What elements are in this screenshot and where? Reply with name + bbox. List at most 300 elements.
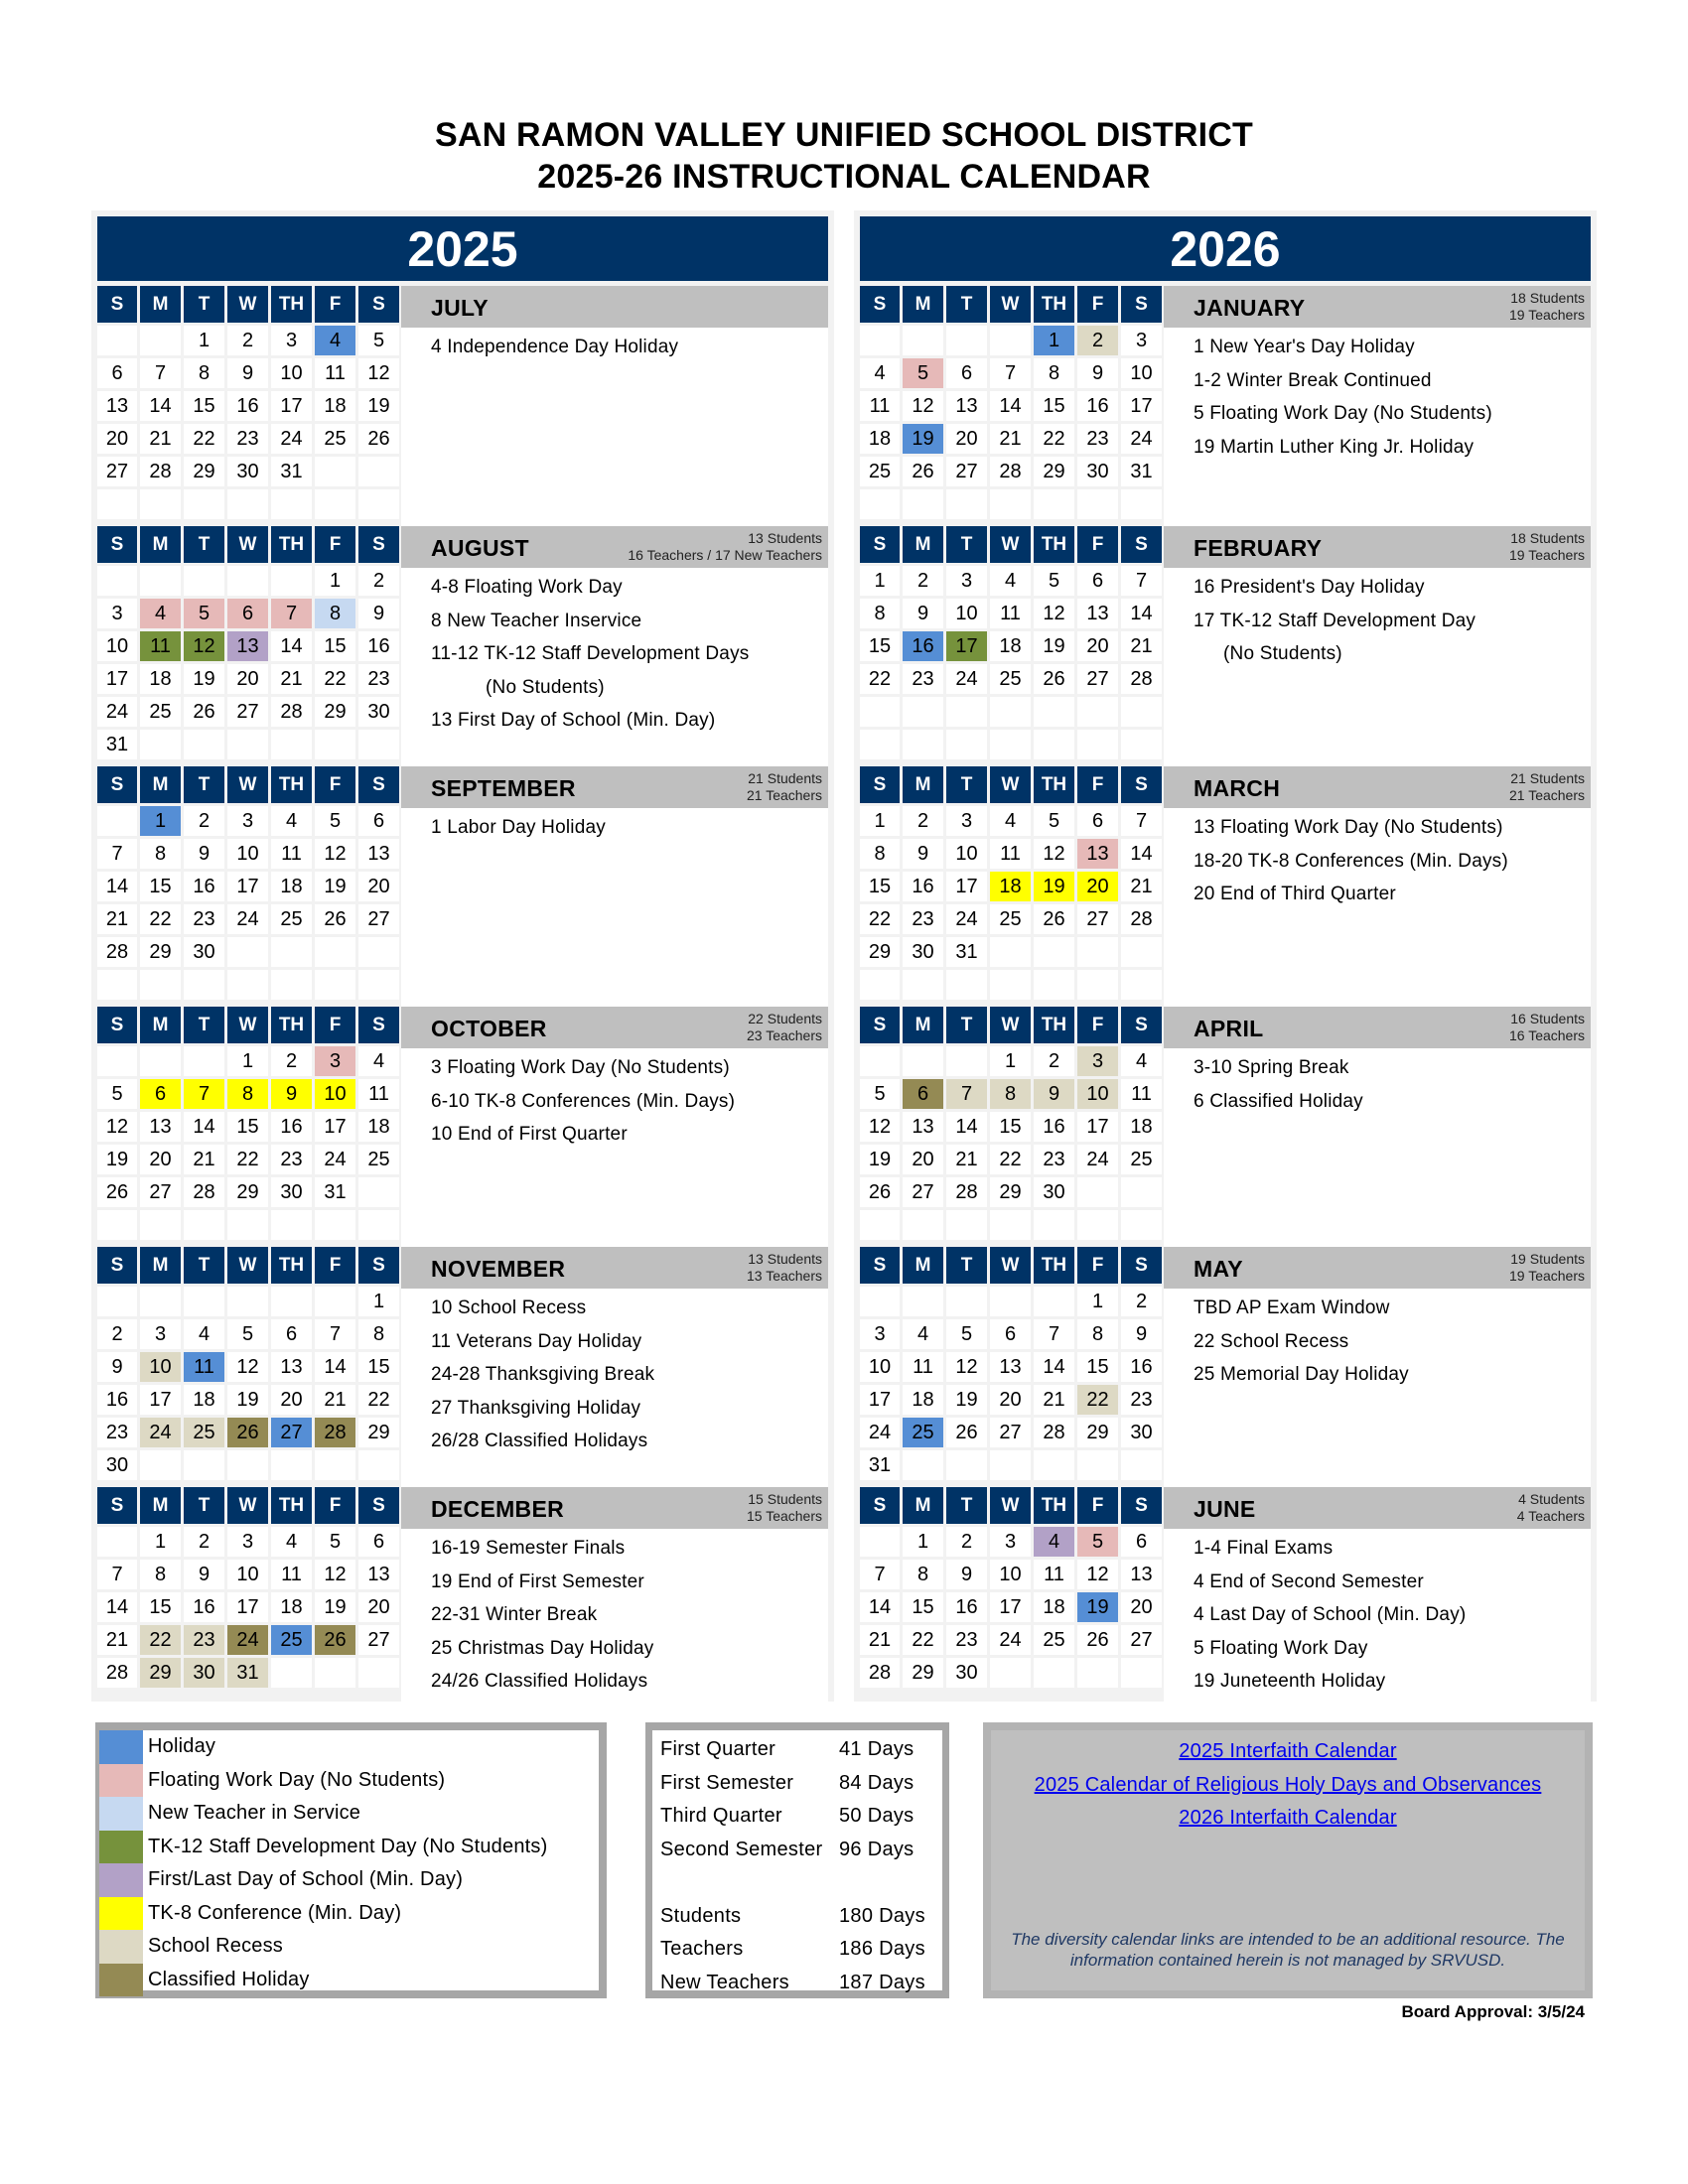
day-cell[interactable]: 24 [1077, 1145, 1118, 1174]
day-cell[interactable]: 25 [990, 904, 1031, 934]
day-cell[interactable]: 11 [315, 358, 355, 388]
day-cell[interactable]: 17 [860, 1385, 900, 1415]
day-cell[interactable]: 31 [227, 1658, 268, 1688]
day-cell[interactable]: 27 [1077, 904, 1118, 934]
day-cell[interactable]: 19 [946, 1385, 987, 1415]
day-cell[interactable]: 7 [140, 358, 181, 388]
day-cell[interactable]: 26 [860, 1177, 900, 1207]
day-cell[interactable]: 28 [97, 937, 137, 967]
day-cell[interactable]: 21 [1034, 1385, 1074, 1415]
day-cell[interactable]: 10 [140, 1352, 181, 1382]
day-cell[interactable]: 9 [358, 599, 399, 628]
link-2025-interfaith-calendar[interactable]: 2025 Interfaith Calendar [1179, 1740, 1397, 1762]
day-cell[interactable]: 9 [1034, 1079, 1074, 1109]
day-cell[interactable]: 16 [97, 1385, 137, 1415]
link-2025-religious-holy-days[interactable]: 2025 Calendar of Religious Holy Days and Observances [1034, 1773, 1542, 1796]
day-cell[interactable]: 25 [1034, 1625, 1074, 1655]
day-cell[interactable]: 26 [315, 1625, 355, 1655]
day-cell[interactable]: 29 [184, 457, 224, 486]
day-cell[interactable]: 26 [358, 424, 399, 454]
day-cell[interactable]: 23 [903, 664, 943, 694]
day-cell[interactable]: 21 [140, 424, 181, 454]
day-cell[interactable]: 23 [184, 1625, 224, 1655]
day-cell[interactable]: 11 [990, 839, 1031, 869]
day-cell[interactable]: 7 [271, 599, 312, 628]
day-cell[interactable]: 13 [946, 391, 987, 421]
day-cell[interactable]: 20 [990, 1385, 1031, 1415]
day-cell[interactable]: 4 [903, 1319, 943, 1349]
day-cell[interactable]: 27 [903, 1177, 943, 1207]
day-cell[interactable]: 16 [903, 631, 943, 661]
day-cell[interactable]: 8 [140, 839, 181, 869]
day-cell[interactable]: 25 [903, 1418, 943, 1447]
day-cell[interactable]: 21 [1121, 872, 1162, 901]
day-cell[interactable]: 12 [227, 1352, 268, 1382]
day-cell[interactable]: 2 [97, 1319, 137, 1349]
day-cell[interactable]: 19 [1077, 1592, 1118, 1622]
day-cell[interactable]: 29 [358, 1418, 399, 1447]
day-cell[interactable]: 20 [140, 1145, 181, 1174]
day-cell[interactable]: 7 [315, 1319, 355, 1349]
day-cell[interactable]: 14 [860, 1592, 900, 1622]
day-cell[interactable]: 20 [1077, 872, 1118, 901]
day-cell[interactable]: 9 [184, 1560, 224, 1589]
day-cell[interactable]: 12 [1077, 1560, 1118, 1589]
day-cell[interactable]: 2 [358, 566, 399, 596]
day-cell[interactable]: 8 [315, 599, 355, 628]
day-cell[interactable]: 23 [1121, 1385, 1162, 1415]
day-cell[interactable]: 4 [358, 1046, 399, 1076]
day-cell[interactable]: 21 [315, 1385, 355, 1415]
day-cell[interactable]: 24 [271, 424, 312, 454]
day-cell[interactable]: 6 [140, 1079, 181, 1109]
day-cell[interactable]: 24 [990, 1625, 1031, 1655]
day-cell[interactable]: 20 [1121, 1592, 1162, 1622]
day-cell[interactable]: 20 [1077, 631, 1118, 661]
day-cell[interactable]: 14 [1121, 839, 1162, 869]
day-cell[interactable]: 22 [1034, 424, 1074, 454]
day-cell[interactable]: 13 [1077, 839, 1118, 869]
day-cell[interactable]: 19 [1034, 631, 1074, 661]
day-cell[interactable]: 17 [227, 1592, 268, 1622]
day-cell[interactable]: 12 [1034, 839, 1074, 869]
day-cell[interactable]: 8 [140, 1560, 181, 1589]
day-cell[interactable]: 4 [1034, 1527, 1074, 1557]
day-cell[interactable]: 5 [315, 1527, 355, 1557]
day-cell[interactable]: 14 [990, 391, 1031, 421]
day-cell[interactable]: 16 [903, 872, 943, 901]
day-cell[interactable]: 17 [315, 1112, 355, 1142]
day-cell[interactable]: 9 [1077, 358, 1118, 388]
day-cell[interactable]: 3 [271, 326, 312, 355]
day-cell[interactable]: 20 [97, 424, 137, 454]
day-cell[interactable]: 7 [990, 358, 1031, 388]
day-cell[interactable]: 6 [946, 358, 987, 388]
day-cell[interactable]: 30 [1034, 1177, 1074, 1207]
day-cell[interactable]: 16 [227, 391, 268, 421]
day-cell[interactable]: 30 [97, 1450, 137, 1480]
day-cell[interactable]: 29 [315, 697, 355, 727]
day-cell[interactable]: 17 [946, 872, 987, 901]
day-cell[interactable]: 14 [140, 391, 181, 421]
day-cell[interactable]: 15 [227, 1112, 268, 1142]
day-cell[interactable]: 3 [990, 1527, 1031, 1557]
day-cell[interactable]: 1 [140, 806, 181, 836]
day-cell[interactable]: 14 [946, 1112, 987, 1142]
day-cell[interactable]: 11 [860, 391, 900, 421]
day-cell[interactable]: 6 [271, 1319, 312, 1349]
day-cell[interactable]: 4 [860, 358, 900, 388]
day-cell[interactable]: 24 [140, 1418, 181, 1447]
day-cell[interactable]: 23 [903, 904, 943, 934]
day-cell[interactable]: 22 [315, 664, 355, 694]
day-cell[interactable]: 1 [860, 806, 900, 836]
day-cell[interactable]: 10 [946, 839, 987, 869]
day-cell[interactable]: 10 [97, 631, 137, 661]
day-cell[interactable]: 19 [315, 1592, 355, 1622]
day-cell[interactable]: 9 [227, 358, 268, 388]
day-cell[interactable]: 7 [97, 1560, 137, 1589]
day-cell[interactable]: 12 [315, 839, 355, 869]
day-cell[interactable]: 12 [358, 358, 399, 388]
day-cell[interactable]: 18 [903, 1385, 943, 1415]
day-cell[interactable]: 18 [1034, 1592, 1074, 1622]
day-cell[interactable]: 26 [946, 1418, 987, 1447]
day-cell[interactable]: 1 [227, 1046, 268, 1076]
day-cell[interactable]: 21 [184, 1145, 224, 1174]
day-cell[interactable]: 27 [946, 457, 987, 486]
day-cell[interactable]: 14 [271, 631, 312, 661]
day-cell[interactable]: 20 [946, 424, 987, 454]
day-cell[interactable]: 12 [946, 1352, 987, 1382]
day-cell[interactable]: 22 [860, 904, 900, 934]
day-cell[interactable]: 3 [227, 1527, 268, 1557]
day-cell[interactable]: 9 [1121, 1319, 1162, 1349]
day-cell[interactable]: 13 [227, 631, 268, 661]
day-cell[interactable]: 31 [946, 937, 987, 967]
day-cell[interactable]: 7 [1121, 566, 1162, 596]
day-cell[interactable]: 11 [271, 839, 312, 869]
day-cell[interactable]: 12 [1034, 599, 1074, 628]
day-cell[interactable]: 6 [227, 599, 268, 628]
day-cell[interactable]: 30 [271, 1177, 312, 1207]
day-cell[interactable]: 4 [271, 1527, 312, 1557]
day-cell[interactable]: 28 [1121, 664, 1162, 694]
day-cell[interactable]: 28 [860, 1658, 900, 1688]
day-cell[interactable]: 5 [946, 1319, 987, 1349]
day-cell[interactable]: 10 [946, 599, 987, 628]
day-cell[interactable]: 2 [903, 806, 943, 836]
day-cell[interactable]: 24 [315, 1145, 355, 1174]
day-cell[interactable]: 3 [1121, 326, 1162, 355]
day-cell[interactable]: 25 [271, 1625, 312, 1655]
day-cell[interactable]: 22 [358, 1385, 399, 1415]
day-cell[interactable]: 21 [97, 904, 137, 934]
day-cell[interactable]: 16 [1121, 1352, 1162, 1382]
day-cell[interactable]: 22 [184, 424, 224, 454]
day-cell[interactable]: 23 [1034, 1145, 1074, 1174]
day-cell[interactable]: 18 [140, 664, 181, 694]
day-cell[interactable]: 2 [1077, 326, 1118, 355]
day-cell[interactable]: 15 [140, 872, 181, 901]
day-cell[interactable]: 8 [184, 358, 224, 388]
day-cell[interactable]: 6 [1077, 806, 1118, 836]
day-cell[interactable]: 31 [271, 457, 312, 486]
day-cell[interactable]: 23 [97, 1418, 137, 1447]
day-cell[interactable]: 18 [358, 1112, 399, 1142]
day-cell[interactable]: 4 [184, 1319, 224, 1349]
day-cell[interactable]: 10 [1077, 1079, 1118, 1109]
day-cell[interactable]: 20 [358, 1592, 399, 1622]
day-cell[interactable]: 5 [184, 599, 224, 628]
day-cell[interactable]: 6 [97, 358, 137, 388]
day-cell[interactable]: 10 [990, 1560, 1031, 1589]
day-cell[interactable]: 2 [1121, 1287, 1162, 1316]
day-cell[interactable]: 15 [903, 1592, 943, 1622]
day-cell[interactable]: 6 [358, 1527, 399, 1557]
day-cell[interactable]: 4 [271, 806, 312, 836]
day-cell[interactable]: 7 [1121, 806, 1162, 836]
day-cell[interactable]: 22 [140, 904, 181, 934]
day-cell[interactable]: 25 [140, 697, 181, 727]
day-cell[interactable]: 14 [97, 872, 137, 901]
day-cell[interactable]: 7 [1034, 1319, 1074, 1349]
day-cell[interactable]: 26 [1034, 664, 1074, 694]
day-cell[interactable]: 28 [184, 1177, 224, 1207]
day-cell[interactable]: 2 [1034, 1046, 1074, 1076]
day-cell[interactable]: 28 [271, 697, 312, 727]
day-cell[interactable]: 26 [227, 1418, 268, 1447]
day-cell[interactable]: 30 [1077, 457, 1118, 486]
day-cell[interactable]: 27 [358, 1625, 399, 1655]
day-cell[interactable]: 17 [1121, 391, 1162, 421]
day-cell[interactable]: 3 [946, 566, 987, 596]
day-cell[interactable]: 30 [358, 697, 399, 727]
day-cell[interactable]: 29 [990, 1177, 1031, 1207]
day-cell[interactable]: 18 [1121, 1112, 1162, 1142]
day-cell[interactable]: 18 [315, 391, 355, 421]
day-cell[interactable]: 21 [946, 1145, 987, 1174]
day-cell[interactable]: 15 [860, 872, 900, 901]
day-cell[interactable]: 9 [97, 1352, 137, 1382]
day-cell[interactable]: 18 [184, 1385, 224, 1415]
day-cell[interactable]: 9 [946, 1560, 987, 1589]
day-cell[interactable]: 6 [903, 1079, 943, 1109]
day-cell[interactable]: 18 [860, 424, 900, 454]
day-cell[interactable]: 27 [271, 1418, 312, 1447]
day-cell[interactable]: 3 [860, 1319, 900, 1349]
day-cell[interactable]: 25 [990, 664, 1031, 694]
day-cell[interactable]: 31 [315, 1177, 355, 1207]
day-cell[interactable]: 15 [315, 631, 355, 661]
day-cell[interactable]: 16 [1034, 1112, 1074, 1142]
day-cell[interactable]: 1 [184, 326, 224, 355]
day-cell[interactable]: 31 [860, 1450, 900, 1480]
day-cell[interactable]: 23 [271, 1145, 312, 1174]
day-cell[interactable]: 28 [1034, 1418, 1074, 1447]
day-cell[interactable]: 27 [990, 1418, 1031, 1447]
day-cell[interactable]: 26 [1077, 1625, 1118, 1655]
day-cell[interactable]: 15 [140, 1592, 181, 1622]
day-cell[interactable]: 10 [315, 1079, 355, 1109]
day-cell[interactable]: 16 [271, 1112, 312, 1142]
day-cell[interactable]: 6 [1121, 1527, 1162, 1557]
day-cell[interactable]: 10 [1121, 358, 1162, 388]
day-cell[interactable]: 29 [140, 937, 181, 967]
day-cell[interactable]: 15 [184, 391, 224, 421]
day-cell[interactable]: 29 [860, 937, 900, 967]
day-cell[interactable]: 13 [1077, 599, 1118, 628]
day-cell[interactable]: 8 [1034, 358, 1074, 388]
day-cell[interactable]: 12 [860, 1112, 900, 1142]
day-cell[interactable]: 26 [1034, 904, 1074, 934]
day-cell[interactable]: 27 [140, 1177, 181, 1207]
day-cell[interactable]: 21 [990, 424, 1031, 454]
day-cell[interactable]: 3 [946, 806, 987, 836]
day-cell[interactable]: 1 [1077, 1287, 1118, 1316]
day-cell[interactable]: 10 [271, 358, 312, 388]
day-cell[interactable]: 3 [227, 806, 268, 836]
day-cell[interactable]: 8 [860, 839, 900, 869]
day-cell[interactable]: 5 [860, 1079, 900, 1109]
day-cell[interactable]: 31 [97, 730, 137, 759]
day-cell[interactable]: 22 [990, 1145, 1031, 1174]
day-cell[interactable]: 16 [184, 872, 224, 901]
day-cell[interactable]: 23 [1077, 424, 1118, 454]
day-cell[interactable]: 5 [227, 1319, 268, 1349]
day-cell[interactable]: 8 [903, 1560, 943, 1589]
day-cell[interactable]: 4 [1121, 1046, 1162, 1076]
day-cell[interactable]: 4 [990, 806, 1031, 836]
day-cell[interactable]: 29 [1034, 457, 1074, 486]
day-cell[interactable]: 7 [184, 1079, 224, 1109]
day-cell[interactable]: 6 [358, 806, 399, 836]
day-cell[interactable]: 13 [1121, 1560, 1162, 1589]
day-cell[interactable]: 19 [358, 391, 399, 421]
day-cell[interactable]: 22 [1077, 1385, 1118, 1415]
day-cell[interactable]: 8 [1077, 1319, 1118, 1349]
day-cell[interactable]: 13 [140, 1112, 181, 1142]
day-cell[interactable]: 30 [946, 1658, 987, 1688]
day-cell[interactable]: 17 [990, 1592, 1031, 1622]
day-cell[interactable]: 25 [315, 424, 355, 454]
day-cell[interactable]: 5 [97, 1079, 137, 1109]
day-cell[interactable]: 21 [271, 664, 312, 694]
day-cell[interactable]: 21 [860, 1625, 900, 1655]
day-cell[interactable]: 7 [946, 1079, 987, 1109]
day-cell[interactable]: 24 [227, 1625, 268, 1655]
day-cell[interactable]: 2 [903, 566, 943, 596]
day-cell[interactable]: 30 [184, 937, 224, 967]
day-cell[interactable]: 27 [227, 697, 268, 727]
day-cell[interactable]: 11 [1034, 1560, 1074, 1589]
day-cell[interactable]: 2 [271, 1046, 312, 1076]
day-cell[interactable]: 1 [358, 1287, 399, 1316]
day-cell[interactable]: 20 [903, 1145, 943, 1174]
day-cell[interactable]: 14 [97, 1592, 137, 1622]
day-cell[interactable]: 9 [184, 839, 224, 869]
day-cell[interactable]: 18 [271, 872, 312, 901]
day-cell[interactable]: 27 [358, 904, 399, 934]
day-cell[interactable]: 7 [860, 1560, 900, 1589]
day-cell[interactable]: 9 [903, 599, 943, 628]
day-cell[interactable]: 20 [358, 872, 399, 901]
day-cell[interactable]: 25 [358, 1145, 399, 1174]
day-cell[interactable]: 11 [184, 1352, 224, 1382]
day-cell[interactable]: 29 [903, 1658, 943, 1688]
day-cell[interactable]: 6 [1077, 566, 1118, 596]
day-cell[interactable]: 10 [860, 1352, 900, 1382]
day-cell[interactable]: 9 [271, 1079, 312, 1109]
day-cell[interactable]: 2 [184, 1527, 224, 1557]
day-cell[interactable]: 27 [97, 457, 137, 486]
day-cell[interactable]: 3 [140, 1319, 181, 1349]
day-cell[interactable]: 7 [97, 839, 137, 869]
day-cell[interactable]: 23 [946, 1625, 987, 1655]
day-cell[interactable]: 23 [184, 904, 224, 934]
day-cell[interactable]: 19 [97, 1145, 137, 1174]
day-cell[interactable]: 30 [227, 457, 268, 486]
day-cell[interactable]: 15 [1034, 391, 1074, 421]
day-cell[interactable]: 11 [903, 1352, 943, 1382]
day-cell[interactable]: 29 [1077, 1418, 1118, 1447]
day-cell[interactable]: 3 [1077, 1046, 1118, 1076]
day-cell[interactable]: 25 [860, 457, 900, 486]
day-cell[interactable]: 9 [903, 839, 943, 869]
day-cell[interactable]: 28 [315, 1418, 355, 1447]
day-cell[interactable]: 15 [990, 1112, 1031, 1142]
day-cell[interactable]: 19 [227, 1385, 268, 1415]
day-cell[interactable]: 14 [315, 1352, 355, 1382]
day-cell[interactable]: 12 [184, 631, 224, 661]
day-cell[interactable]: 19 [903, 424, 943, 454]
day-cell[interactable]: 28 [140, 457, 181, 486]
day-cell[interactable]: 24 [946, 904, 987, 934]
day-cell[interactable]: 17 [140, 1385, 181, 1415]
day-cell[interactable]: 6 [990, 1319, 1031, 1349]
day-cell[interactable]: 16 [358, 631, 399, 661]
day-cell[interactable]: 12 [903, 391, 943, 421]
day-cell[interactable]: 10 [227, 1560, 268, 1589]
day-cell[interactable]: 28 [97, 1658, 137, 1688]
day-cell[interactable]: 4 [990, 566, 1031, 596]
day-cell[interactable]: 17 [1077, 1112, 1118, 1142]
day-cell[interactable]: 17 [227, 872, 268, 901]
day-cell[interactable]: 1 [990, 1046, 1031, 1076]
day-cell[interactable]: 1 [903, 1527, 943, 1557]
day-cell[interactable]: 28 [990, 457, 1031, 486]
day-cell[interactable]: 29 [227, 1177, 268, 1207]
day-cell[interactable]: 15 [358, 1352, 399, 1382]
day-cell[interactable]: 30 [903, 937, 943, 967]
day-cell[interactable]: 26 [184, 697, 224, 727]
day-cell[interactable]: 11 [271, 1560, 312, 1589]
day-cell[interactable]: 12 [97, 1112, 137, 1142]
day-cell[interactable]: 5 [358, 326, 399, 355]
day-cell[interactable]: 19 [1034, 872, 1074, 901]
day-cell[interactable]: 1 [860, 566, 900, 596]
day-cell[interactable]: 30 [1121, 1418, 1162, 1447]
day-cell[interactable]: 10 [227, 839, 268, 869]
day-cell[interactable]: 29 [140, 1658, 181, 1688]
day-cell[interactable]: 19 [315, 872, 355, 901]
day-cell[interactable]: 24 [1121, 424, 1162, 454]
day-cell[interactable]: 12 [315, 1560, 355, 1589]
day-cell[interactable]: 16 [946, 1592, 987, 1622]
day-cell[interactable]: 17 [97, 664, 137, 694]
day-cell[interactable]: 23 [227, 424, 268, 454]
day-cell[interactable]: 22 [860, 664, 900, 694]
